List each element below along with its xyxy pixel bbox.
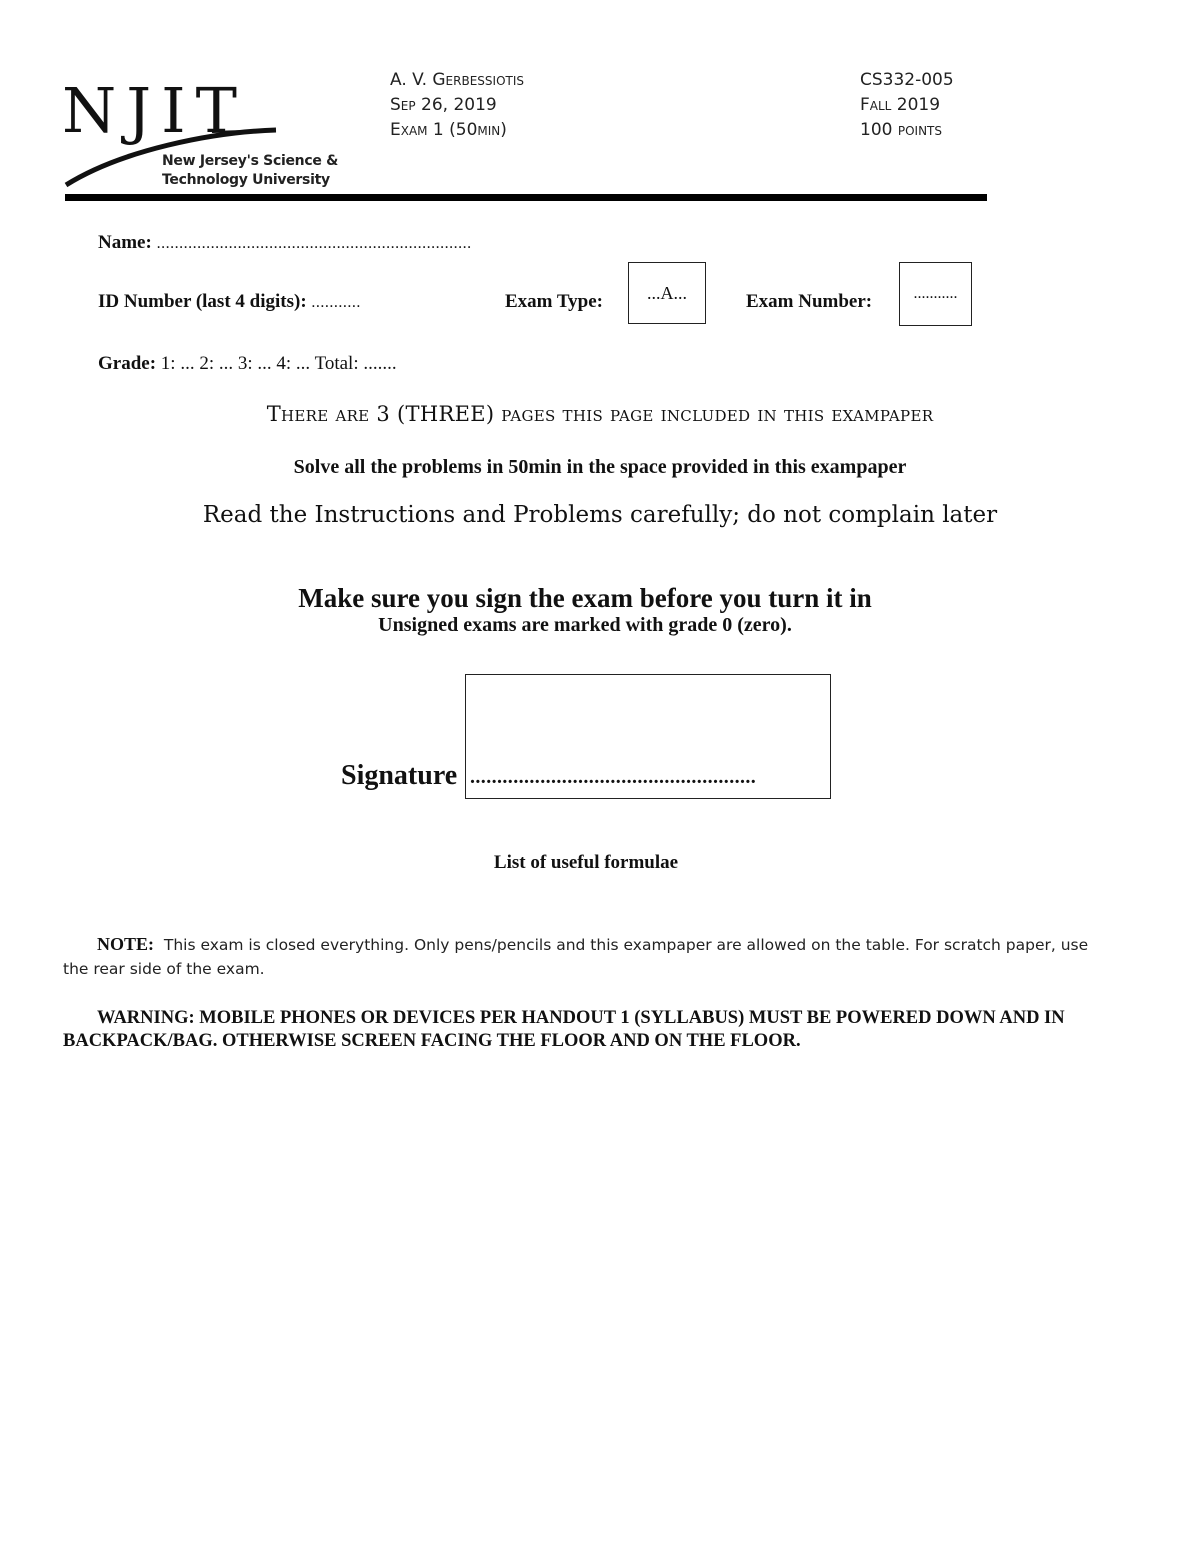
course-code: CS332-005 (860, 70, 954, 90)
exam-number-value: ........... (913, 285, 958, 302)
formulae-heading: List of useful formulae (493, 852, 679, 873)
signature-label: Signature (341, 760, 458, 791)
page-count-line: There are 3 (THREE) pages this page included in this exampaper (266, 402, 934, 426)
exam-type-value: ...A... (647, 282, 687, 303)
logo-caption-line1: New Jersey's Science & (162, 153, 338, 169)
grade-text: 1: ... 2: ... 3: ... 4: ... Total: ....... (160, 353, 397, 374)
id-number-dots: ........... (311, 294, 361, 311)
exam-title: Exam 1 (50min) (390, 120, 507, 140)
solve-instruction: Solve all the problems in 50min in the space provided in this exampaper (293, 456, 907, 478)
logo-caption-line2: Technology University (162, 172, 330, 188)
header-rule (65, 194, 987, 201)
signature-dots: ..................................................... (470, 766, 757, 788)
id-number-field[interactable] (98, 291, 361, 313)
name-label: Name: (98, 232, 152, 253)
logo-letters: NJIT (62, 74, 247, 147)
njit-logo (62, 74, 352, 195)
warning-paragraph (63, 1007, 1113, 1053)
name-dots: ...................................................................... (156, 235, 472, 252)
warning-text: WARNING: MOBILE PHONES OR DEVICES PER HANDOUT 1 (SYLLABUS) MUST BE POWERED DOWN AND IN BACKPACK/BAG. OTHERWISE SCREEN FACING THE FLOOR AND ON THE FLOOR. (63, 1008, 1065, 1051)
total-points: 100 points (860, 120, 942, 140)
header-exam-info (390, 68, 524, 143)
note-label: NOTE: (97, 934, 155, 954)
exam-date: Sep 26, 2019 (390, 95, 497, 115)
logo-caption (162, 152, 338, 190)
grade-field (98, 353, 397, 375)
grade-label: Grade: (98, 353, 157, 374)
id-number-label: ID Number (last 4 digits): (98, 291, 307, 312)
note-paragraph (63, 932, 1113, 981)
note-text: This exam is closed everything. Only pens/pencils and this exampaper are allowed on the table. For scratch paper, use the rear side of the exam. (63, 936, 1089, 978)
exam-type-box (628, 262, 706, 324)
instructor-name: A. V. Gerbessiotis (390, 70, 524, 90)
read-instruction: Read the Instructions and Problems carefully; do not complain later (202, 502, 998, 528)
sign-instruction: Make sure you sign the exam before you turn it in (298, 583, 872, 613)
exam-number-box[interactable] (899, 262, 972, 326)
name-field[interactable] (98, 232, 472, 254)
header-course-info (860, 68, 954, 143)
term: Fall 2019 (860, 95, 941, 115)
unsigned-warning: Unsigned exams are marked with grade 0 (zero). (378, 614, 792, 636)
exam-number-label: Exam Number: (746, 291, 873, 312)
exam-type-label: Exam Type: (505, 291, 603, 312)
